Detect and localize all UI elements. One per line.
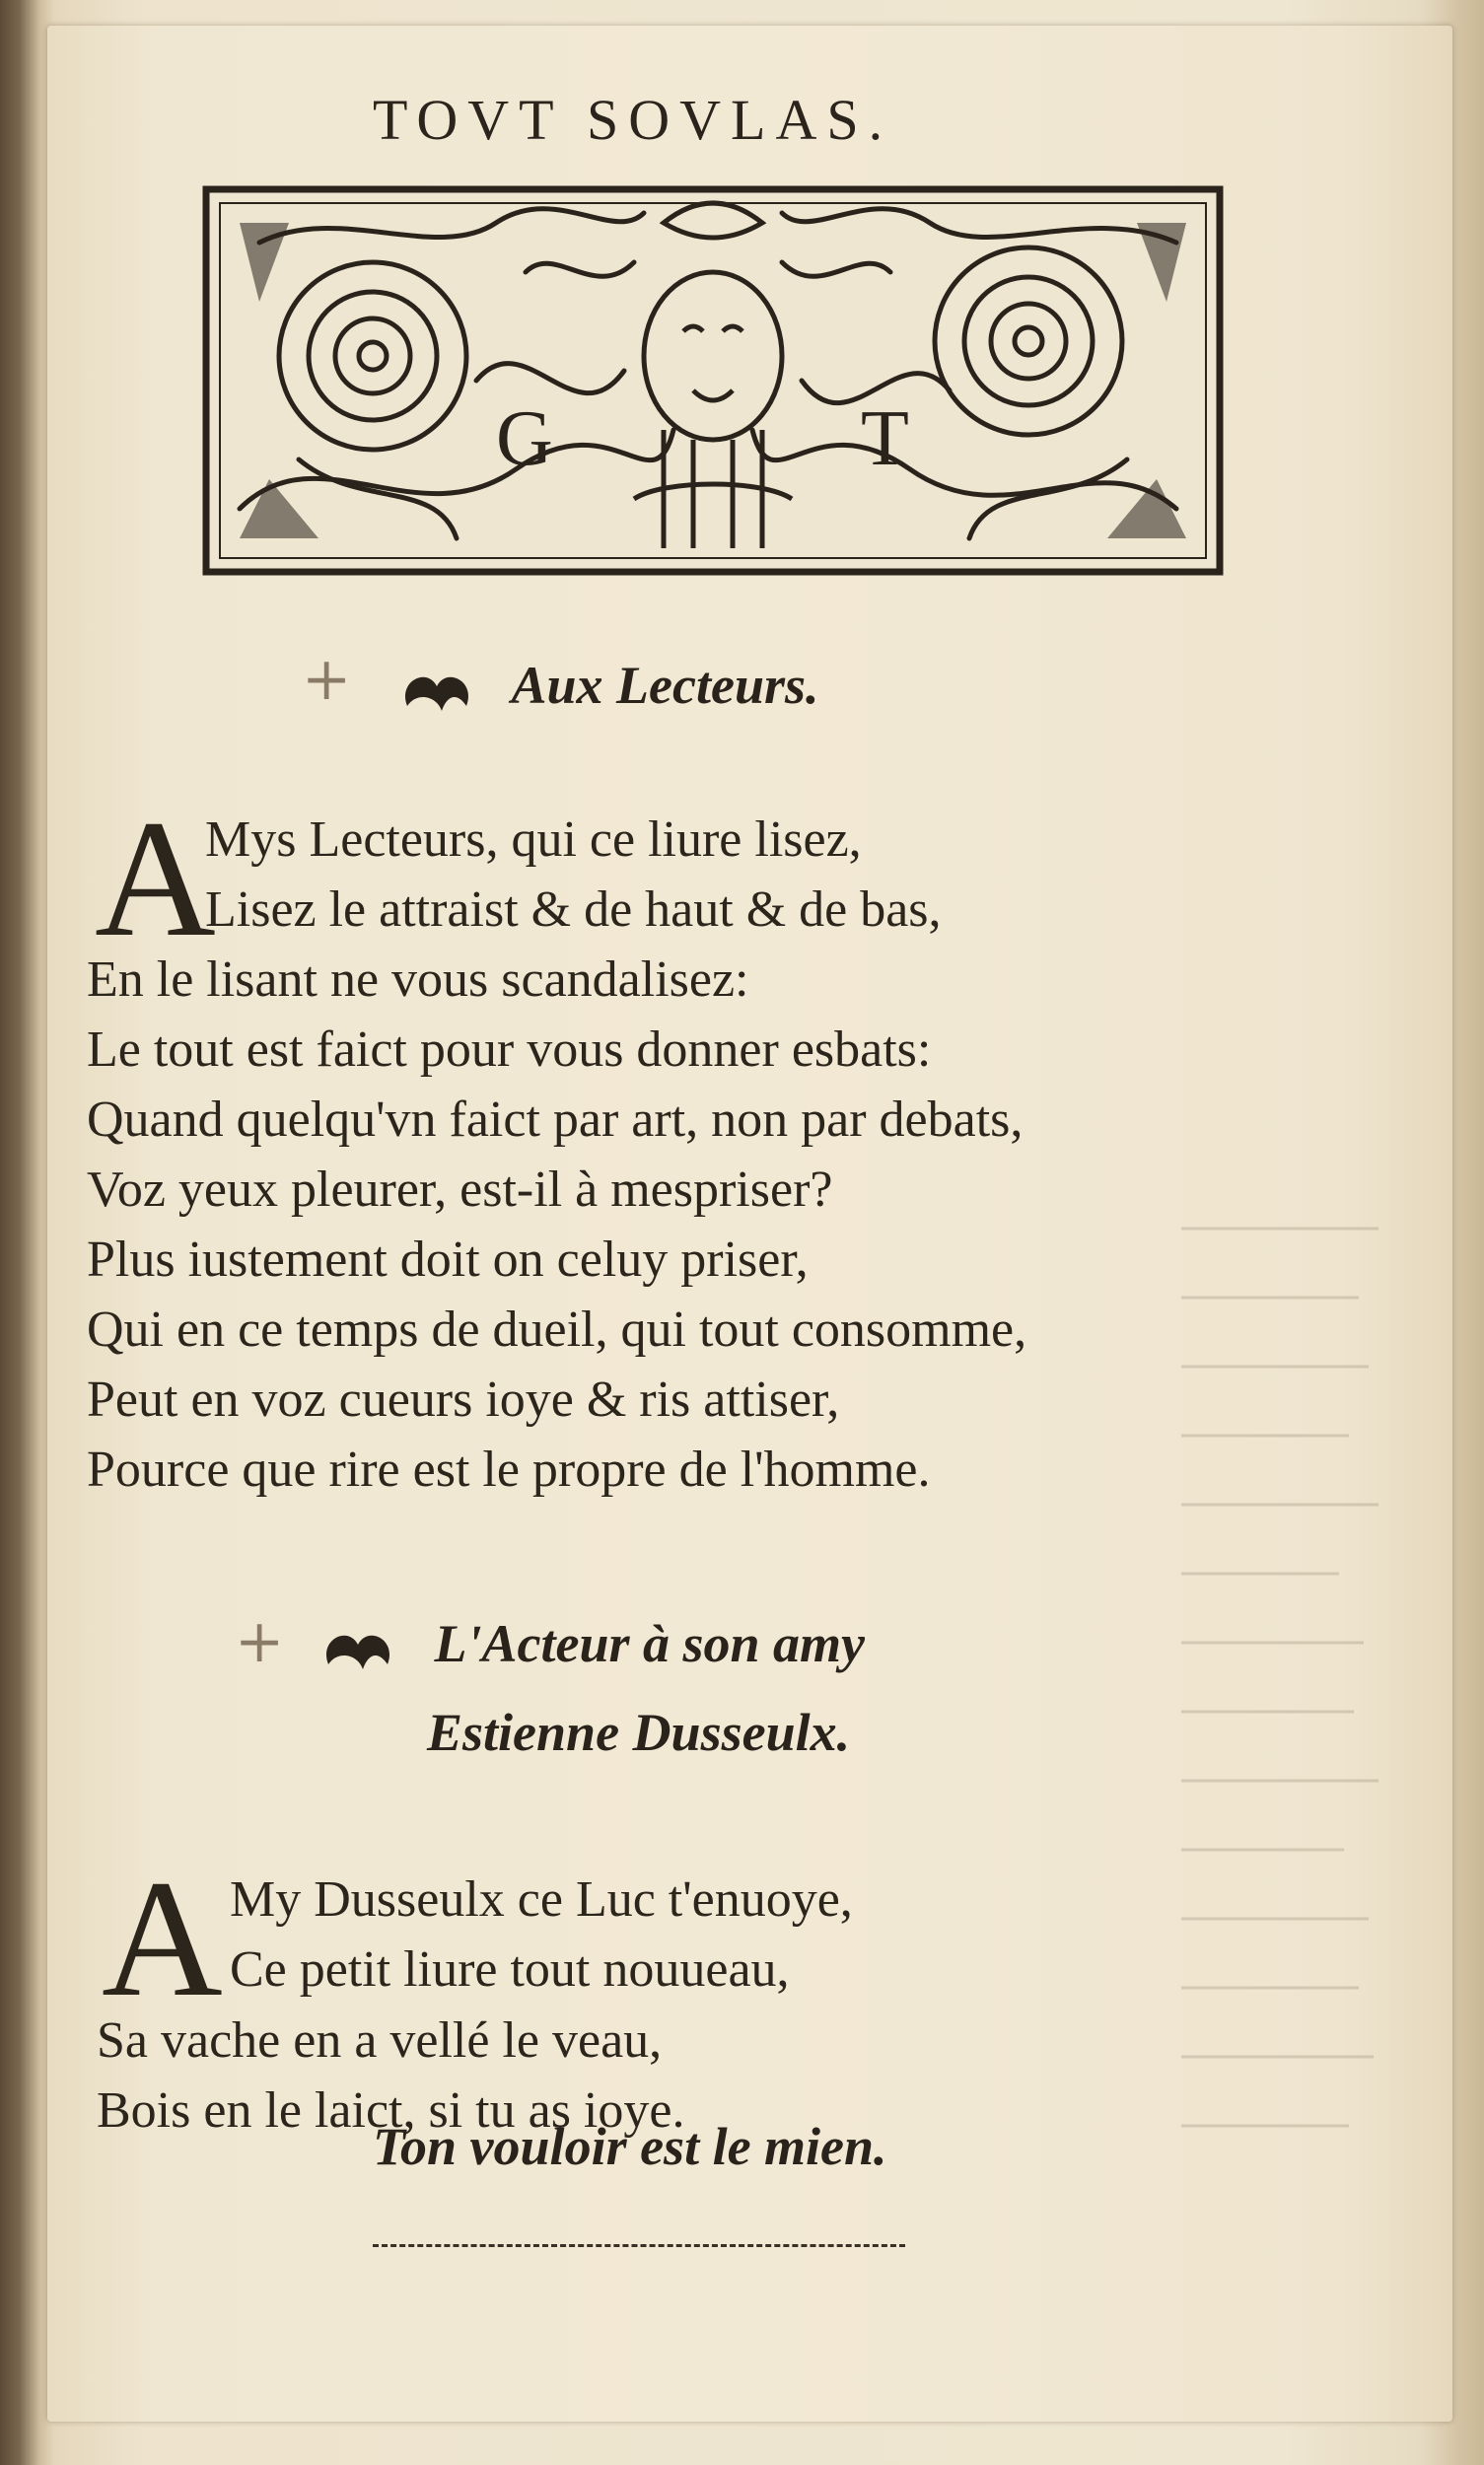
woodcut-ornament	[200, 183, 1226, 578]
poem-lecteurs	[87, 945, 1026, 1505]
poem-line: Mys Lecteurs, qui ce liure lisez,	[205, 811, 862, 868]
running-head: TOVT SOVLAS.	[373, 88, 893, 152]
poem-line: En le lisant ne vous scandalisez:	[87, 951, 749, 1008]
poem-line: Pource que rire est le propre de l'homme.	[87, 1442, 931, 1498]
poem-lecteurs-opening	[205, 805, 942, 945]
motto-underline	[373, 2244, 905, 2249]
margin-cross-mark: +	[302, 645, 352, 714]
poem-line: Lisez le attraist & de haut & de bas,	[205, 881, 942, 938]
section-heading-acteur	[318, 1613, 865, 1679]
poem-line: Quand quelqu'vn faict par art, non par debats,	[87, 1092, 1024, 1148]
fleuron-icon	[397, 662, 486, 721]
poem-line: Plus iustement doit on celuy priser,	[87, 1232, 809, 1288]
fleuron-icon	[318, 1620, 407, 1679]
ornament-initial-g: G	[496, 395, 553, 482]
show-through-text	[1181, 1189, 1398, 2274]
margin-cross-mark: +	[235, 1607, 285, 1676]
poem-line: My Dusseulx ce Luc t'enuoye,	[230, 1871, 853, 1928]
poem-dusseulx-opening	[230, 1865, 853, 2005]
section-heading-name: Estienne Dusseulx.	[427, 1703, 851, 1762]
poem-line: Voz yeux pleurer, est-il à mespriser?	[87, 1162, 833, 1218]
poem-line: Bois en le laict, si tu as ioye.	[97, 2082, 685, 2139]
show-through-marks	[1181, 1189, 1398, 2274]
poem-line: Le tout est faict pour vous donner esbats:	[87, 1021, 932, 1078]
poem-line: Qui en ce temps de dueil, qui tout consomme,	[87, 1302, 1027, 1358]
poem-line: Peut en voz cueurs ioye & ris attiser,	[87, 1372, 840, 1428]
poem-line: Ce petit liure tout nouueau,	[230, 1941, 790, 1998]
book-page	[47, 26, 1452, 2422]
motto: Ton vouloir est le mien.	[373, 2117, 887, 2176]
section-heading-text: L'Acteur à son amy	[434, 1614, 866, 1673]
drop-cap-a: A	[95, 786, 216, 971]
drop-cap-a: A	[102, 1846, 223, 2031]
ornament-initial-t: T	[861, 395, 909, 482]
poem-line: Sa vache en a vellé le veau,	[97, 2012, 663, 2069]
section-heading-lecteurs	[397, 655, 819, 721]
section-heading-text: Aux Lecteurs.	[511, 656, 819, 715]
